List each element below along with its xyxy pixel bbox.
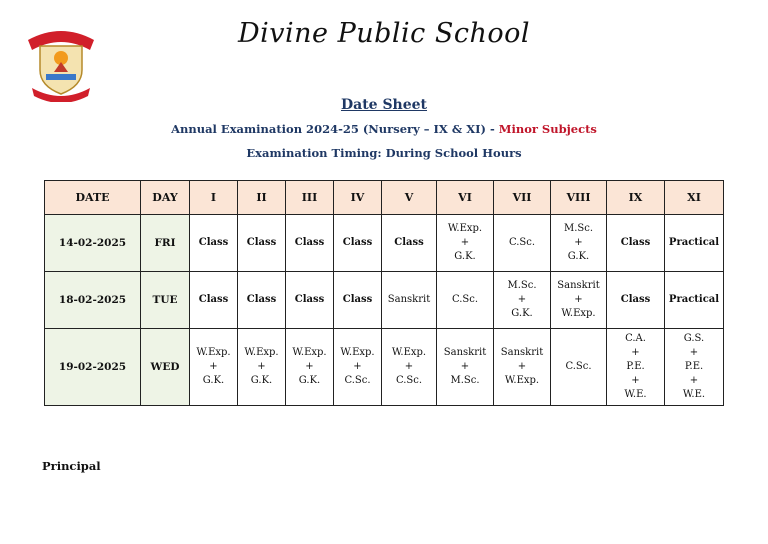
subject-line: Class xyxy=(294,294,325,305)
subject-line: M.Sc. xyxy=(450,375,480,386)
subject-cell xyxy=(382,272,437,329)
subject-cell xyxy=(334,215,382,272)
subject-line: Class xyxy=(342,237,373,248)
subject-line: + xyxy=(631,375,640,386)
date-sheet-table xyxy=(44,180,724,406)
subject-cell xyxy=(238,329,286,406)
column-header: XI xyxy=(665,181,724,215)
subject-cell xyxy=(190,329,238,406)
subject-cell xyxy=(190,215,238,272)
principal-signature-label: Principal xyxy=(42,459,101,473)
column-header: DATE xyxy=(45,181,141,215)
subject-line: W.Exp. xyxy=(391,347,427,358)
subject-line: + xyxy=(460,237,470,248)
subject-line: Class xyxy=(246,294,277,305)
subject-line: + xyxy=(404,361,414,372)
subject-cell xyxy=(665,272,724,329)
exam-line xyxy=(0,122,768,136)
subject-cell xyxy=(334,329,382,406)
school-name: Divine Public School xyxy=(237,18,531,49)
subject-line: W.Exp. xyxy=(196,347,231,358)
column-header: V xyxy=(382,181,437,215)
subject-line: Class xyxy=(394,237,424,248)
subject-line: C.A. xyxy=(625,333,646,344)
table-row xyxy=(45,272,724,329)
subject-cell xyxy=(494,215,551,272)
subject-line: W.Exp. xyxy=(447,223,483,234)
column-header: DAY xyxy=(141,181,190,215)
day-cell: TUE xyxy=(141,272,190,329)
subject-line: Class xyxy=(246,237,277,248)
exam-text: Annual Examination 2024-25 (Nursery – IX & XI) - xyxy=(171,122,499,136)
subject-line: W.Exp. xyxy=(292,347,327,358)
subject-line: C.Sc. xyxy=(508,237,536,248)
subject-line: Practical xyxy=(668,237,720,248)
subject-cell xyxy=(494,329,551,406)
subject-line: + xyxy=(257,361,266,372)
column-header: II xyxy=(238,181,286,215)
subject-line: + xyxy=(574,237,583,248)
subject-line: Class xyxy=(342,294,373,305)
subject-line: + xyxy=(460,361,470,372)
column-header: I xyxy=(190,181,238,215)
subject-line: P.E. xyxy=(626,361,645,372)
subject-line: W.Exp. xyxy=(504,375,540,386)
subject-line: + xyxy=(517,361,527,372)
subject-line: + xyxy=(517,294,527,305)
subject-cell xyxy=(286,272,334,329)
subject-line: + xyxy=(689,375,699,386)
subject-line: Class xyxy=(294,237,325,248)
subject-line: Practical xyxy=(668,294,720,305)
subject-line: G.K. xyxy=(567,251,590,262)
day-cell: FRI xyxy=(141,215,190,272)
subject-cell xyxy=(665,329,724,406)
column-header: III xyxy=(286,181,334,215)
subject-line: Sanskrit xyxy=(557,280,600,291)
subject-line: Sanskrit xyxy=(387,294,431,305)
subject-cell xyxy=(334,272,382,329)
page-title: Date Sheet xyxy=(340,97,428,113)
subject-cell xyxy=(286,329,334,406)
subject-line: G.K. xyxy=(511,308,533,319)
subject-line: + xyxy=(631,347,640,358)
date-cell: 19-02-2025 xyxy=(45,329,141,406)
table-row xyxy=(45,215,724,272)
date-cell: 18-02-2025 xyxy=(45,272,141,329)
subject-cell xyxy=(494,272,551,329)
subject-cell xyxy=(238,272,286,329)
subject-cell xyxy=(382,329,437,406)
subject-cell xyxy=(437,215,494,272)
subject-line: P.E. xyxy=(684,361,704,372)
column-header: IX xyxy=(607,181,665,215)
subject-line: G.S. xyxy=(683,333,705,344)
exam-timing: Examination Timing: During School Hours xyxy=(246,146,522,160)
subject-line: M.Sc. xyxy=(563,223,594,234)
subject-line: G.K. xyxy=(202,375,225,386)
subject-line: W.Exp. xyxy=(244,347,279,358)
subject-line: W.E. xyxy=(624,389,647,400)
subject-cell xyxy=(382,215,437,272)
subject-line: C.Sc. xyxy=(451,294,479,305)
table-row xyxy=(45,329,724,406)
subject-line: M.Sc. xyxy=(507,280,537,291)
subject-line: + xyxy=(305,361,314,372)
subject-cell xyxy=(607,215,665,272)
minor-subjects-highlight: Minor Subjects xyxy=(498,122,597,136)
subject-line: G.K. xyxy=(298,375,321,386)
subject-cell xyxy=(607,329,665,406)
subject-cell xyxy=(551,215,607,272)
header-row xyxy=(45,181,724,215)
subject-line: C.Sc. xyxy=(344,375,371,386)
subject-line: Class xyxy=(198,294,229,305)
subject-line: C.Sc. xyxy=(395,375,423,386)
column-header: IV xyxy=(334,181,382,215)
day-cell: WED xyxy=(141,329,190,406)
subject-cell xyxy=(437,272,494,329)
subject-line: Sanskrit xyxy=(500,347,544,358)
subject-line: Class xyxy=(620,294,651,305)
subject-line: C.Sc. xyxy=(565,361,592,372)
subject-line: W.Exp. xyxy=(340,347,375,358)
subject-cell xyxy=(665,215,724,272)
column-header: VI xyxy=(437,181,494,215)
date-cell: 14-02-2025 xyxy=(45,215,141,272)
subject-cell xyxy=(551,329,607,406)
subject-cell xyxy=(238,215,286,272)
subject-cell xyxy=(551,272,607,329)
subject-line: G.K. xyxy=(250,375,273,386)
column-header: VII xyxy=(494,181,551,215)
subject-line: Class xyxy=(198,237,229,248)
subject-line: + xyxy=(574,294,583,305)
subject-cell xyxy=(437,329,494,406)
subject-cell xyxy=(190,272,238,329)
subject-line: + xyxy=(689,347,699,358)
column-header: VIII xyxy=(551,181,607,215)
subject-line: + xyxy=(209,361,218,372)
subject-line: + xyxy=(353,361,362,372)
subject-cell xyxy=(286,215,334,272)
subject-cell xyxy=(607,272,665,329)
subject-line: W.Exp. xyxy=(561,308,596,319)
subject-line: W.E. xyxy=(682,389,706,400)
subject-line: G.K. xyxy=(454,251,476,262)
subject-line: Class xyxy=(620,237,651,248)
subject-line: Sanskrit xyxy=(443,347,487,358)
